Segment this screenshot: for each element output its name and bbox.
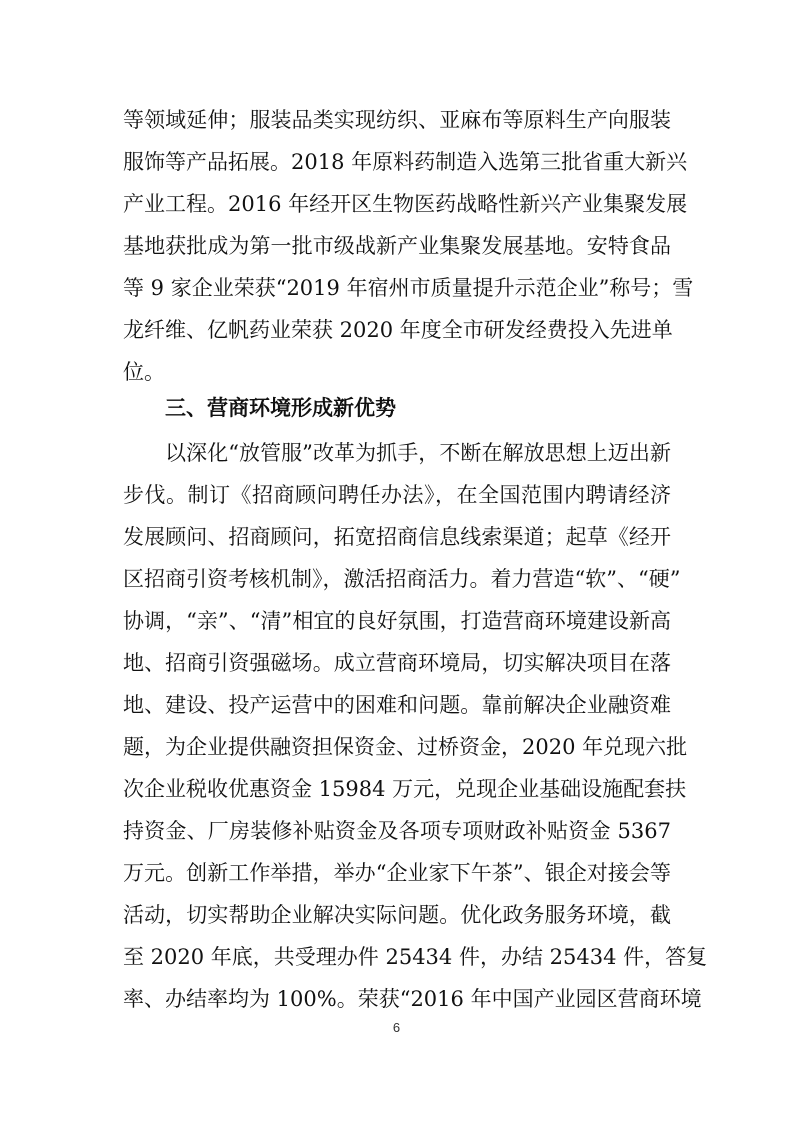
text-line: 活动，切实帮助企业解决实际问题。优化政务服务环境，截 [123, 903, 671, 927]
text-line: 题，为企业提供融资担保资金、过桥资金，2020 年兑现六批 [123, 735, 688, 759]
text-line: 持资金、厂房装修补贴资金及各项专项财政补贴资金 5367 [123, 819, 671, 843]
text-line: 率、办结率均为 100%。荣获“2016 年中国产业园区营商环境 [123, 987, 702, 1011]
text-line: 等 9 家企业荣获“2019 年宿州市质量提升示范企业”称号；雪 [123, 276, 694, 300]
section-heading: 三、营商环境形成新优势 [165, 396, 396, 420]
page-number: 6 [392, 1020, 401, 1035]
text-line: 基地获批成为第一批市级战新产业集聚发展基地。安特食品 [123, 234, 671, 258]
text-line: 发展顾问、招商顾问，拓宽招商信息线索渠道；起草《经开 [123, 525, 671, 549]
text-line: 龙纤维、亿帆药业荣获 2020 年度全市研发经费投入先进单 [123, 318, 673, 342]
text-line: 至 2020 年底，共受理办件 25434 件，办结 25434 件，答复 [123, 945, 708, 969]
text-line: 次企业税收优惠资金 15984 万元，兑现企业基础设施配套扶 [123, 777, 687, 801]
text-line: 以深化“放管服”改革为抓手，不断在解放思想上迈出新 [165, 441, 671, 465]
text-line: 位。 [123, 360, 165, 384]
text-line: 地、招商引资强磁场。成立营商环境局，切实解决项目在落 [123, 651, 671, 675]
text-line: 产业工程。2016 年经开区生物医药战略性新兴产业集聚发展 [123, 192, 688, 216]
text-line: 区招商引资考核机制》，激活招商活力。着力营造“软”、“硬” [123, 567, 681, 591]
text-line: 万元。创新工作举措，举办“企业家下午茶”、银企对接会等 [123, 861, 671, 885]
text-line: 协调，“亲”、“清”相宜的良好氛围，打造营商环境建设新高 [123, 609, 671, 633]
text-line: 地、建设、投产运营中的困难和问题。靠前解决企业融资难 [123, 693, 671, 717]
text-line: 步伐。制订《招商顾问聘任办法》，在全国范围内聘请经济 [123, 483, 671, 507]
text-line: 服饰等产品拓展。2018 年原料药制造入选第三批省重大新兴 [123, 150, 688, 174]
text-line: 等领域延伸；服装品类实现纺织、亚麻布等原料生产向服装 [123, 108, 671, 132]
